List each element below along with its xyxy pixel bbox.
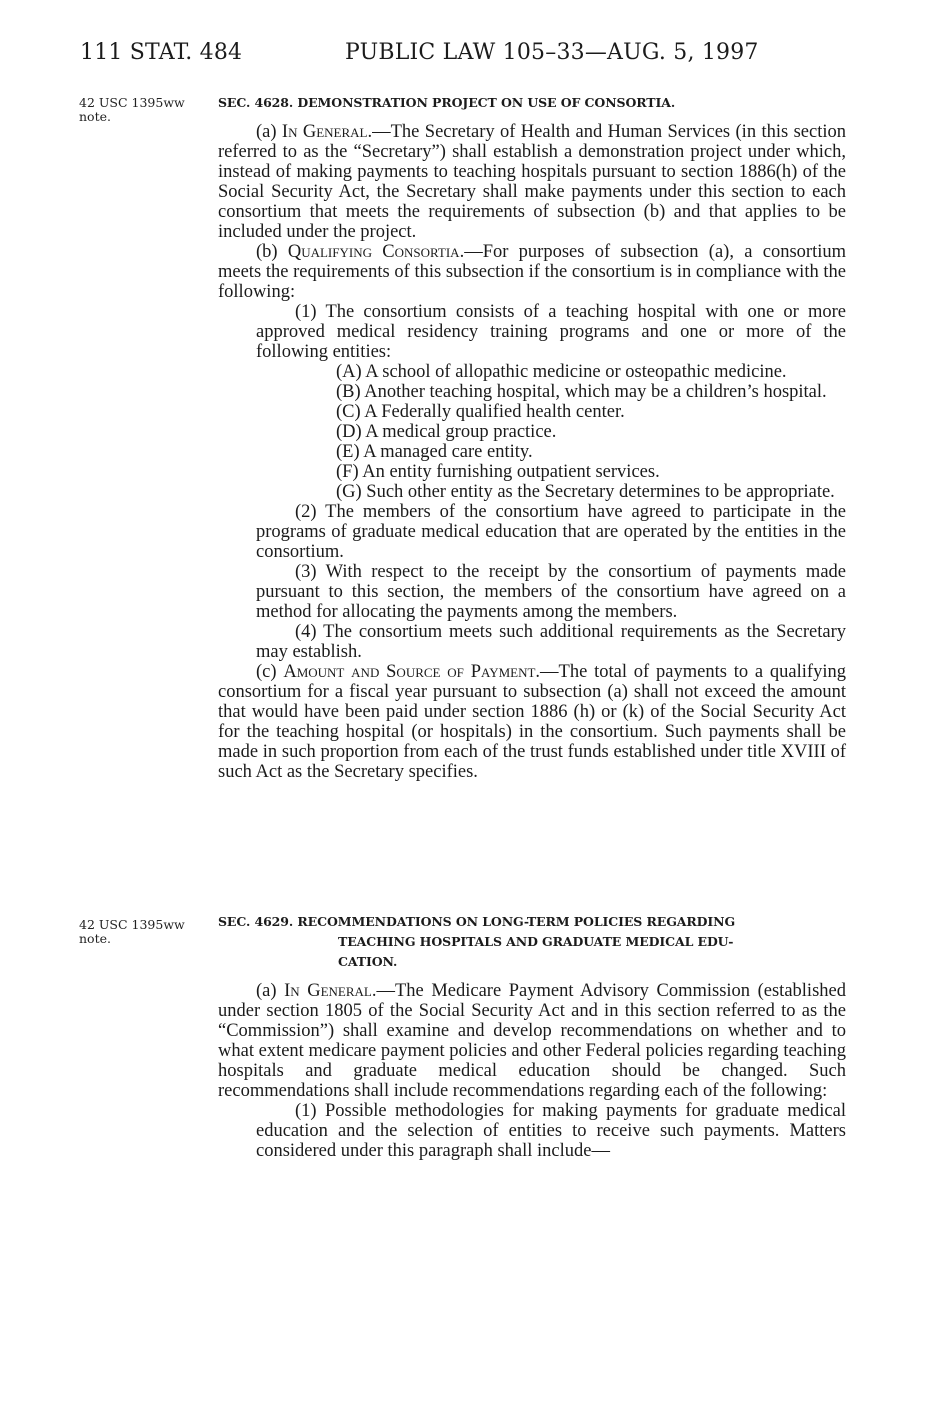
- subsection-c-text: .—The total of payments to a qualifying consortium for a fiscal year pursuant to subsection (a) shall not exceed the amount that would have been paid under section 1886 (h) or (k) of the Social Security Act for the teaching hospital (or hospitals) in the consortium. Such payments shall be made in such proportion from each of the trust funds established under title XVIII of such Act as the Secretary specifies.: [218, 662, 846, 782]
- paragraph-3: (3) With respect to the receipt by the consortium of payments made pursuant to this section, the members of the consortium have agreed on a method for allocating the payments among the members.: [256, 562, 846, 622]
- section-heading-4629-line-2: TEACHING HOSPITALS AND GRADUATE MEDICAL EDU-: [338, 934, 734, 949]
- section-heading-4629: [218, 912, 846, 972]
- margin-note-sec-4628: [79, 96, 185, 124]
- subsection-b: [218, 242, 846, 302]
- subsection-c-caption: Amount and Source of Payment: [283, 662, 536, 682]
- public-law-ref: PUBLIC LAW 105–33—AUG. 5, 1997: [345, 40, 759, 65]
- subsection-a-label: (a): [256, 122, 282, 142]
- subparagraph-a: (A) A school of allopathic medicine or osteopathic medicine.: [336, 362, 787, 382]
- subparagraph-c: (C) A Federally qualified health center.: [336, 402, 625, 422]
- margin-note-label: note.: [79, 109, 111, 124]
- margin-note-label: note.: [79, 931, 111, 946]
- paragraph-2: (2) The members of the consortium have agreed to participate in the programs of graduate medical education that are operated by the entities in the consortium.: [256, 502, 846, 562]
- subsection-a-text: .—The Medicare Payment Advisory Commission (established under section 1805 of the Social Security Act and in this section referred to as the “Commission”) shall examine and develop recommendations on whether and to what extent medicare payment policies and other Federal policies regarding teaching hospitals and graduate medical education should be changed. Such recommendations shall include recommendations regarding each of the following:: [218, 981, 846, 1101]
- statute-page-ref: 111 STAT. 484: [80, 40, 243, 65]
- paragraph-1: (1) Possible methodologies for making payments for graduate medical education and the selection of entities to receive such payments. Matters considered under this paragraph shall include—: [256, 1101, 846, 1161]
- subsection-b-text: .—For purposes of subsection (a), a consortium meets the requirements of this subsection if the consortium is in compliance with the following:: [218, 242, 846, 302]
- section-body-4628: [218, 122, 846, 782]
- paragraph-1: (1) The consortium consists of a teaching hospital with one or more approved medical residency training programs and one or more of the following entities:: [256, 302, 846, 362]
- subparagraph-g: (G) Such other entity as the Secretary determines to be appropriate.: [336, 482, 835, 502]
- subsection-b-label: (b): [256, 242, 288, 262]
- subsection-a-label: (a): [256, 981, 285, 1001]
- subparagraph-f: (F) An entity furnishing outpatient services.: [336, 462, 660, 482]
- subsection-b-caption: Qualifying Consortia: [287, 242, 460, 262]
- subsection-a-caption: In General: [284, 981, 372, 1001]
- subsection-a: [218, 122, 846, 242]
- section-heading-4629-line-1: SEC. 4629. RECOMMENDATIONS ON LONG-TERM POLICIES REGARDING: [218, 914, 736, 929]
- subsection-a-caption: In General: [281, 122, 368, 142]
- margin-note-citation: 42 USC 1395ww: [79, 917, 185, 932]
- margin-note-citation: 42 USC 1395ww: [79, 95, 185, 110]
- subparagraph-e: (E) A managed care entity.: [336, 442, 533, 462]
- margin-note-sec-4629: [79, 918, 185, 946]
- section-heading-4629-line-3: CATION.: [338, 954, 398, 969]
- page-header: [80, 40, 860, 80]
- subparagraph-b: (B) Another teaching hospital, which may be a children’s hospital.: [336, 382, 827, 402]
- paragraph-4: (4) The consortium meets such additional requirements as the Secretary may establish.: [256, 622, 846, 662]
- section-heading-4628: SEC. 4628. DEMONSTRATION PROJECT ON USE OF CONSORTIA.: [218, 95, 676, 110]
- subsection-c-label: (c): [256, 662, 284, 682]
- subparagraph-d: (D) A medical group practice.: [336, 422, 557, 442]
- subsection-c: [218, 662, 846, 782]
- subsection-a: [218, 981, 846, 1101]
- subsection-a-text: .—The Secretary of Health and Human Services (in this section referred to as the “Secretary”) shall establish a demonstration project under which, instead of making payments to teaching hospitals pursuant to section 1886(h) of the Social Security Act, the Secretary shall make payments under this section to each consortium that meets the requirements of subsection (b) and that applies to be included under the project.: [218, 122, 846, 242]
- section-body-4629: [218, 981, 846, 1161]
